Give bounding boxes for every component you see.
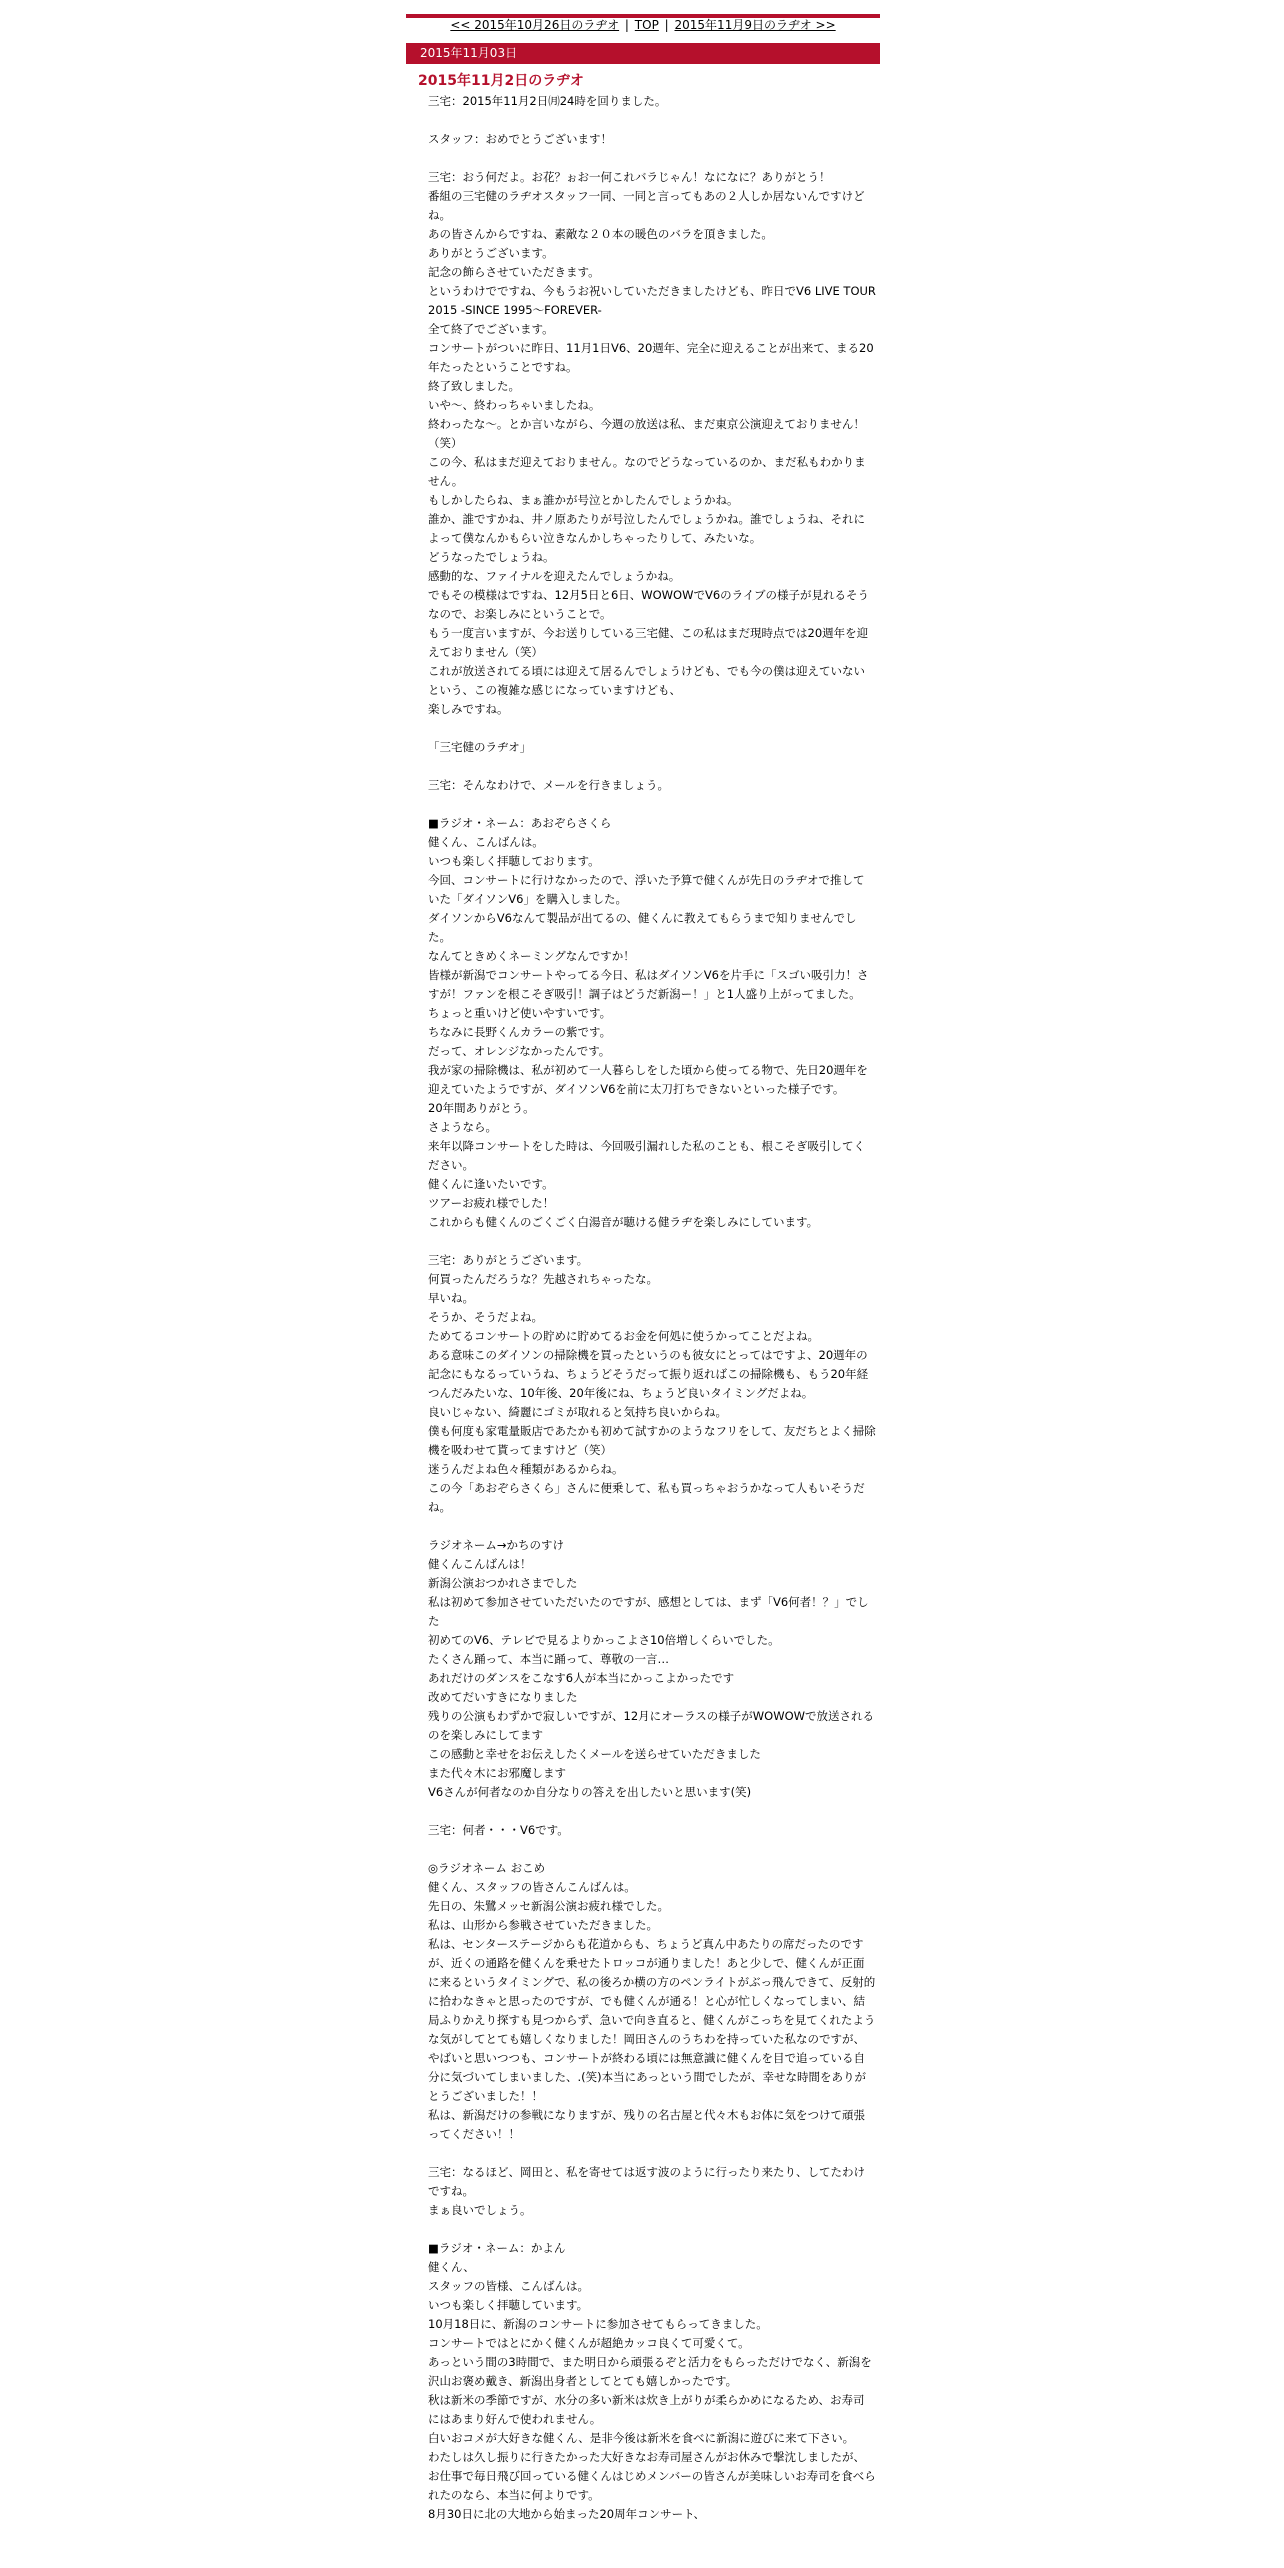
date-header bbox=[406, 43, 880, 64]
body-line: 三宅：2015年11月2日㈪24時を回りました。 bbox=[428, 94, 667, 108]
body-line: 終わったな～。とか言いながら、今週の放送は私、まだ東京公演迎えておりません！（笑） bbox=[428, 417, 865, 450]
body-line: 私は、センターステージからも花道からも、ちょうど真ん中あたりの席だったのですが、近くの通路を健くんを乗せたトロッコが通りました！あと少しで、健くんが正面に来るというタイミングで、私の後ろか横の方のペンライトがぶっ飛んできて、反射的に拾わなきゃと思ったのですが、でも健くんが通る！と心が忙しくなってしまい、結局ふりかえり探すも見つからず、急いで向き直ると、健くんがこっちを見てくれたような気がしてとても嬉しくなりました！岡田さんのうちわを持っていた私なのですが、やばいと思いつつも、コンサートが終わる頃には無意識に健くんを目で追っている自分に気づいてしまいました、.(笑)本当にあっという間でしたが、幸せな時間をありがとうございました！！ bbox=[428, 1937, 876, 2103]
body-line: 先日の、朱鷺メッセ新潟公演お疲れ様でした。 bbox=[428, 1899, 670, 1913]
body-line: 健くんに逢いたいです。 bbox=[428, 1177, 554, 1191]
body-line: あれだけのダンスをこなす6人が本当にかっこよかったです bbox=[428, 1671, 735, 1685]
body-line: 我が家の掃除機は、私が初めて一人暮らしをした頃から使ってる物で、先日20週年を迎えていたようですが、ダイソンV6を前に太刀打ちできないといった様子です。 bbox=[428, 1063, 868, 1096]
body-line: 三宅：ありがとうございます。 bbox=[428, 1253, 589, 1267]
blank-line bbox=[428, 795, 876, 814]
blank-line bbox=[428, 1802, 876, 1821]
body-line: 三宅：何者・・・V6です。 bbox=[428, 1823, 569, 1837]
body-line: ちなみに長野くんカラーの紫です。 bbox=[428, 1025, 612, 1039]
body-line: ■ラジオ・ネーム：かよん bbox=[428, 2241, 566, 2255]
date-header-text: 2015年11月03日 bbox=[420, 46, 518, 60]
body-line: どうなったでしょうね。 bbox=[428, 550, 555, 564]
nav-separator: | bbox=[664, 18, 669, 32]
body-line: 早いね。 bbox=[428, 1291, 474, 1305]
blank-line bbox=[428, 2144, 876, 2163]
body-line: というわけでですね、今もうお祝いしていただきましたけども、昨日でV6 LIVE TOUR 2015 -SINCE 1995～FOREVER- bbox=[428, 284, 876, 317]
body-line: 残りの公演もわずかで寂しいですが、12月にオーラスの様子がWOWOWで放送されるのを楽しみにしてます bbox=[428, 1709, 875, 1742]
body-line: 健くん、 bbox=[428, 2260, 475, 2274]
body-line: あっという間の3時間で、また明日から頑張るぞと活力をもらっただけでなく、新潟を沢山お褒め戴き、新潟出身者としてとても嬉しかったです。 bbox=[428, 2355, 872, 2388]
body-line: さようなら。 bbox=[428, 1120, 497, 1134]
body-line: あの皆さんからですね、素敵な２０本の暖色のバラを頂きました。 bbox=[428, 227, 773, 241]
blank-line bbox=[428, 1517, 876, 1536]
body-line: この今「あおぞらさくら」さんに便乗して、私も買っちゃおうかなって人もいそうだね。 bbox=[428, 1481, 865, 1514]
body-line: 改めてだいすきになりました bbox=[428, 1690, 578, 1704]
body-line: 感動的な、ファイナルを迎えたんでしょうかね。 bbox=[428, 569, 681, 583]
body-line: 三宅：そんなわけで、メールを行きましょう。 bbox=[428, 778, 670, 792]
body-line: 誰か、誰ですかね、井ノ原あたりが号泣したんでしょうかね。誰でしょうね、それによって僕なんかもらい泣きなんかしちゃったりして、みたいな。 bbox=[428, 512, 865, 545]
body-line: もう一度言いますが、今お送りしている三宅健、この私はまだ現時点では20週年を迎えておりません（笑） bbox=[428, 626, 869, 659]
body-line: 健くん、こんばんは。 bbox=[428, 835, 544, 849]
body-line: これからも健くんのごくごく白湯音が聴ける健ラヂを楽しみにしています。 bbox=[428, 1215, 819, 1229]
body-line: いつも楽しく拝聴しております。 bbox=[428, 854, 600, 868]
body-line: 迷うんだよね色々種類があるからね。 bbox=[428, 1462, 624, 1476]
body-line: 良いじゃない、綺麗にゴミが取れると気持ち良いからね。 bbox=[428, 1405, 727, 1419]
blank-line bbox=[428, 111, 876, 130]
body-line: もしかしたらね、まぁ誰かが号泣とかしたんでしょうかね。 bbox=[428, 493, 739, 507]
body-line: また代々木にお邪魔します bbox=[428, 1766, 566, 1780]
body-line: ありがとうございます。 bbox=[428, 246, 554, 260]
body-line: ラジオネーム→かちのすけ bbox=[428, 1538, 565, 1552]
body-line: 皆様が新潟でコンサートやってる今日、私はダイソンV6を片手に「スゴい吸引力！さすが！ファンを根こそぎ吸引！調子はどうだ新潟ー！」と1人盛り上がってました。 bbox=[428, 968, 869, 1001]
prev-entry-link[interactable]: << 2015年10月26日のラヂオ bbox=[450, 18, 620, 32]
body-line: わたしは久し振りに行きたかった大好きなお寿司屋さんがお休みで撃沈しましたが、 bbox=[428, 2450, 865, 2464]
blank-line bbox=[428, 719, 876, 738]
body-line: 来年以降コンサートをした時は、今回吸引漏れした私のことも、根こそぎ吸引してください。 bbox=[428, 1139, 865, 1172]
body-line: 8月30日に北の大地から始まった20周年コンサート、 bbox=[428, 2507, 706, 2521]
body-line: 新潟公演おつかれさまでした bbox=[428, 1576, 578, 1590]
body-line: コンサートがついに昨日、11月1日V6、20週年、完全に迎えることが出来て、まる20年たったということですね。 bbox=[428, 341, 874, 374]
blank-line bbox=[428, 2220, 876, 2239]
body-line: いつも楽しく拝聴しています。 bbox=[428, 2298, 589, 2312]
body-line: これが放送されてる頃には迎えて居るんでしょうけども、でも今の僕は迎えていないという、この複雑な感じになっていますけども、 bbox=[428, 664, 865, 697]
blank-line bbox=[428, 1232, 876, 1251]
body-line: ちょっと重いけど使いやすいです。 bbox=[428, 1006, 612, 1020]
body-line: だって、オレンジなかったんです。 bbox=[428, 1044, 611, 1058]
body-line: 三宅：なるほど、岡田と、私を寄せては返す波のように行ったり来たり、してたわけですね。 bbox=[428, 2165, 865, 2198]
body-line: V6さんが何者なのか自分なりの答えを出したいと思います(笑) bbox=[428, 1785, 752, 1799]
body-line: ツアーお疲れ様でした！ bbox=[428, 1196, 555, 1210]
body-line: ためてるコンサートの貯めに貯めてるお金を何処に使うかってことだよね。 bbox=[428, 1329, 819, 1343]
entry-title: 2015年11月2日のラヂオ bbox=[418, 73, 584, 89]
body-line: スタッフの皆様、こんばんは。 bbox=[428, 2279, 589, 2293]
body-line: 今回、コンサートに行けなかったので、浮いた予算で健くんが先日のラヂオで推していた「ダイソンV6」を購入しました。 bbox=[428, 873, 865, 906]
body-line: 20年間ありがとう。 bbox=[428, 1101, 535, 1115]
blank-line bbox=[428, 757, 876, 776]
body-line: 健くんこんばんは！ bbox=[428, 1557, 532, 1571]
next-entry-link[interactable]: 2015年11月9日のラヂオ >> bbox=[674, 18, 836, 32]
body-line: 三宅：おう何だよ。お花？ぉお一何これバラじゃん！なになに？ありがとう！ bbox=[428, 170, 831, 184]
body-line: そうか、そうだよね。 bbox=[428, 1310, 543, 1324]
body-line: お仕事で毎日飛び回っている健くんはじめメンバーの皆さんが美味しいお寿司を食べられたのなら、本当に何よりです。 bbox=[428, 2469, 876, 2502]
body-line: 私は、山形から参戦させていただきました。 bbox=[428, 1918, 658, 1932]
body-line: 番組の三宅健のラヂオスタッフ一同、一同と言ってもあの２人しか居ないんですけどね。 bbox=[428, 189, 865, 222]
entry-navigation bbox=[406, 17, 880, 33]
body-line: 白いおコメが大好きな健くん、是非今後は新米を食べに新潟に遊びに来て下さい。 bbox=[428, 2431, 855, 2445]
body-line: 記念の飾らさせていただきます。 bbox=[428, 265, 600, 279]
entry-body bbox=[428, 92, 876, 2524]
body-line: 何買ったんだろうな？先越されちゃったな。 bbox=[428, 1272, 658, 1286]
body-line: 私は、新潟だけの参戦になりますが、残りの名古屋と代々木もお体に気をつけて頑張ってください！！ bbox=[428, 2108, 865, 2141]
body-line: この今、私はまだ迎えておりません。なのでどうなっているのか、まだ私もわかりません。 bbox=[428, 455, 866, 488]
blank-line bbox=[428, 149, 876, 168]
body-line: 終了致しました。 bbox=[428, 379, 520, 393]
body-line: 私は初めて参加させていただいたのですが、感想としては、まず「V6何者！？」でした bbox=[428, 1595, 869, 1628]
body-line: まぁ良いでしょう。 bbox=[428, 2203, 532, 2217]
body-line: いや～、終わっちゃいましたね。 bbox=[428, 398, 601, 412]
body-line: 全て終了でございます。 bbox=[428, 322, 554, 336]
body-line: コンサートではとにかく健くんが超絶カッコ良くて可愛くて。 bbox=[428, 2336, 750, 2350]
body-line: ◎ラジオネーム おこめ bbox=[428, 1861, 546, 1875]
body-line: 楽しみですね。 bbox=[428, 702, 509, 716]
body-line: 僕も何度も家電量販店であたかも初めて試すかのようなフリをして、友だちとよく掃除機を吸わせて貰ってますけど（笑） bbox=[428, 1424, 876, 1457]
body-line: たくさん踊って、本当に踊って、尊敬の一言… bbox=[428, 1652, 670, 1666]
body-line: でもその模様はですね、12月5日と6日、WOWOWでV6のライブの様子が見れるそうなので、お楽しみにということで。 bbox=[428, 588, 869, 621]
body-line: 初めてのV6、テレビで見るよりかっこよさ10倍増しくらいでした。 bbox=[428, 1633, 780, 1647]
body-line: 「三宅健のラヂオ」 bbox=[428, 740, 532, 754]
body-line: 健くん、スタッフの皆さんこんばんは。 bbox=[428, 1880, 636, 1894]
body-line: この感動と幸せをお伝えしたくメールを送らせていただきました bbox=[428, 1747, 761, 1761]
body-line: スタッフ：おめでとうございます！ bbox=[428, 132, 612, 146]
blank-line bbox=[428, 1840, 876, 1859]
body-line: 秋は新米の季節ですが、水分の多い新米は炊き上がりが柔らかめになるため、お寿司にはあまり好んで使われません。 bbox=[428, 2393, 865, 2426]
top-link[interactable]: TOP bbox=[634, 18, 659, 32]
body-line: なんてときめくネーミングなんですか！ bbox=[428, 949, 635, 963]
body-line: ダイソンからV6なんて製品が出てるの、健くんに教えてもらうまで知りませんでした。 bbox=[428, 911, 857, 944]
body-line: ある意味このダイソンの掃除機を買ったというのも彼女にとってはですよ、20週年の記念にもなるっていうね、ちょうどそうだって振り返ればこの掃除機も、もう20年経つんだみたいな、10年後、20年後にね、ちょうど良いタイミングだよね。 bbox=[428, 1348, 869, 1400]
body-line: ■ラジオ・ネーム：あおぞらさくら bbox=[428, 816, 612, 830]
body-line: 10月18日に、新潟のコンサートに参加させてもらってきました。 bbox=[428, 2317, 768, 2331]
nav-separator: | bbox=[624, 18, 629, 32]
